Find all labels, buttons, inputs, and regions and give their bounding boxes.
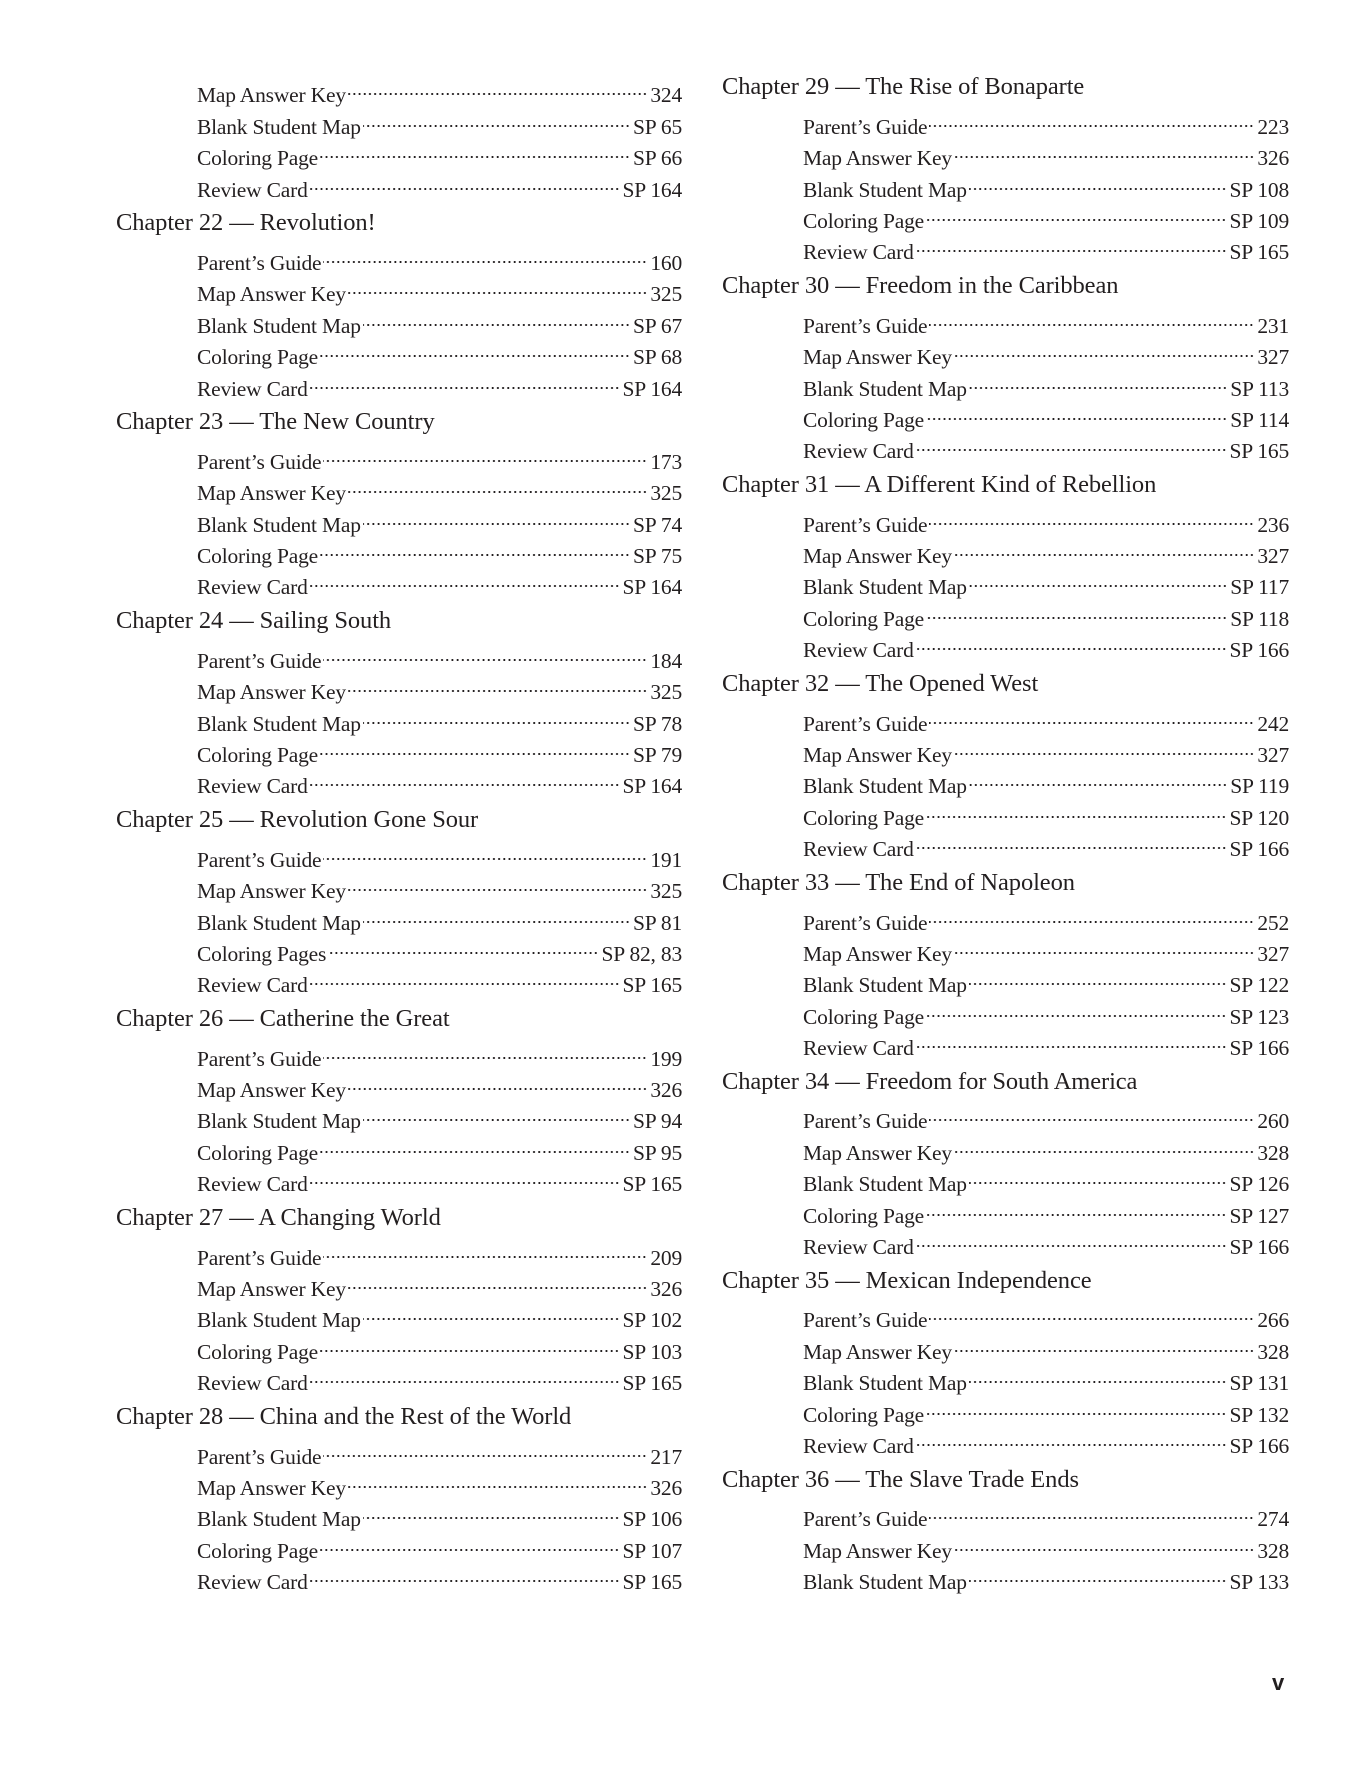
toc-entry-page: 328 — [1257, 1538, 1289, 1563]
toc-chapter — [116, 1202, 682, 1396]
dot-leader — [363, 500, 630, 531]
chapter-heading: Chapter 25 — Revolution Gone Sour — [116, 805, 479, 833]
toc-entry-page: SP 120 — [1229, 805, 1289, 830]
toc-entry-label: Map Answer Key — [197, 1475, 346, 1500]
toc-entry-page: SP 113 — [1230, 376, 1289, 401]
dot-leader — [954, 1327, 1254, 1358]
dot-leader — [363, 1296, 620, 1327]
toc-chapter — [116, 1003, 682, 1197]
toc-chapter — [722, 867, 1289, 1061]
toc-entry-label: Blank Student Map — [803, 376, 967, 401]
chapter-heading: Chapter 22 — Revolution! — [116, 209, 376, 237]
toc-entry-list — [116, 239, 682, 401]
toc-entry-page: 199 — [650, 1046, 682, 1071]
toc-entry-page: SP 118 — [1230, 606, 1289, 631]
toc-entry — [197, 437, 682, 474]
toc-entry-label: Parent’s Guide — [197, 1046, 322, 1071]
toc-entry-page: SP 102 — [622, 1308, 682, 1333]
dot-leader — [310, 961, 620, 992]
toc-entry-label: Coloring Page — [803, 1004, 925, 1029]
dot-leader — [310, 1558, 620, 1589]
dot-leader — [954, 134, 1254, 165]
toc-entry-label: Map Answer Key — [803, 742, 952, 767]
dot-leader — [916, 825, 1227, 856]
dot-leader — [310, 165, 620, 196]
toc-entry-page: SP 109 — [1229, 208, 1289, 233]
toc-entry-label: Review Card — [197, 1172, 308, 1197]
toc-entry-page: 236 — [1257, 512, 1289, 537]
dot-leader — [348, 1066, 647, 1097]
toc-entry-label: Map Answer Key — [803, 1140, 952, 1165]
toc-entry-list — [116, 71, 682, 202]
dot-leader — [323, 636, 647, 667]
toc-entry-page: 160 — [650, 250, 682, 275]
toc-entry-page: 327 — [1257, 544, 1289, 569]
toc-entry-page: SP 106 — [622, 1507, 682, 1532]
toc-entry-label: Review Card — [197, 1371, 308, 1396]
dot-leader — [320, 333, 630, 364]
toc-entry-page: SP 103 — [622, 1339, 682, 1364]
toc-entry-label: Coloring Page — [197, 544, 319, 569]
toc-entry — [197, 636, 682, 673]
toc-entry-page: SP 95 — [633, 1140, 682, 1165]
toc-entry — [803, 500, 1289, 537]
dot-leader — [916, 626, 1227, 657]
toc-entry-label: Blank Student Map — [197, 1308, 361, 1333]
toc-chapter — [722, 270, 1289, 464]
toc-entry-page: 326 — [650, 1078, 682, 1103]
toc-entry-page: 325 — [650, 481, 682, 506]
dot-leader — [348, 668, 647, 699]
dot-leader — [969, 165, 1227, 196]
dot-leader — [954, 731, 1254, 762]
toc-entry-page: SP 166 — [1229, 1036, 1289, 1061]
toc-entry-label: Review Card — [803, 1036, 914, 1061]
toc-entry-label: Parent’s Guide — [197, 1444, 322, 1469]
toc-entry-page: SP 79 — [633, 742, 682, 767]
toc-entry-page: SP 166 — [1229, 837, 1289, 862]
dot-leader — [310, 1160, 620, 1191]
toc-entry-label: Review Card — [803, 1235, 914, 1260]
dot-leader — [323, 239, 647, 270]
toc-chapter — [116, 207, 682, 401]
dot-leader — [926, 1390, 1226, 1421]
toc-entry-page: SP 81 — [633, 910, 682, 935]
toc-entry-label: Map Answer Key — [803, 1538, 952, 1563]
dot-leader — [969, 1359, 1227, 1390]
dot-leader — [363, 1495, 620, 1526]
toc-entry — [803, 898, 1289, 935]
toc-entry-label: Map Answer Key — [197, 1277, 346, 1302]
toc-chapter — [116, 406, 682, 600]
chapter-heading: Chapter 34 — Freedom for South America — [722, 1067, 1138, 1095]
toc-entry — [197, 1233, 682, 1270]
toc-entry-list — [722, 1296, 1289, 1458]
dot-leader — [969, 961, 1227, 992]
dot-leader — [929, 102, 1254, 133]
toc-entry-page: SP 127 — [1229, 1203, 1289, 1228]
dot-leader — [310, 364, 620, 395]
toc-entry-page: SP 68 — [633, 345, 682, 370]
toc-entry — [197, 1034, 682, 1071]
dot-leader — [926, 992, 1226, 1023]
toc-entry-page: SP 165 — [622, 1570, 682, 1595]
toc-entry-page: SP 67 — [633, 313, 682, 338]
toc-entry-label: Map Answer Key — [803, 1339, 952, 1364]
toc-entry-label: Parent’s Guide — [803, 711, 928, 736]
toc-entry — [803, 1097, 1289, 1134]
toc-entry-page: 209 — [650, 1245, 682, 1270]
dot-leader — [969, 563, 1227, 594]
dot-leader — [348, 469, 647, 500]
toc-entry-list — [116, 437, 682, 600]
dot-leader — [929, 1296, 1254, 1327]
toc-entry-list — [722, 500, 1289, 663]
toc-entry-label: Map Answer Key — [197, 879, 346, 904]
toc-entry-label: Review Card — [197, 1570, 308, 1595]
dot-leader — [320, 1128, 630, 1159]
toc-entry-page: SP 164 — [622, 177, 682, 202]
toc-entry-label: Blank Student Map — [197, 313, 361, 338]
toc-entry-page: SP 108 — [1229, 177, 1289, 202]
toc-entry-list — [116, 636, 682, 799]
toc-entry-label: Parent’s Guide — [197, 250, 322, 275]
toc-entry-list — [116, 1432, 682, 1595]
dot-leader — [310, 563, 620, 594]
toc-entry-page: SP 132 — [1229, 1402, 1289, 1427]
toc-entry-page: 325 — [650, 282, 682, 307]
toc-entry-page: 274 — [1257, 1507, 1289, 1532]
toc-entry-page: SP 74 — [633, 512, 682, 537]
toc-entry-label: Blank Student Map — [803, 1172, 967, 1197]
toc-entry-page: SP 123 — [1229, 1004, 1289, 1029]
toc-entry-label: Review Card — [197, 177, 308, 202]
dot-leader — [323, 1034, 647, 1065]
toc-entry-label: Review Card — [803, 439, 914, 464]
toc-entry — [803, 699, 1289, 736]
dot-leader — [969, 364, 1227, 395]
toc-entry-label: Coloring Page — [197, 345, 319, 370]
chapter-heading: Chapter 29 — The Rise of Bonaparte — [722, 73, 1085, 100]
toc-entry-label: Map Answer Key — [197, 83, 346, 108]
dot-leader — [363, 1097, 630, 1128]
dot-leader — [320, 134, 630, 165]
dot-leader — [926, 594, 1227, 625]
toc-chapter — [722, 1066, 1289, 1260]
chapter-heading: Chapter 30 — Freedom in the Caribbean — [722, 271, 1119, 299]
dot-leader — [926, 197, 1226, 228]
toc-entry-page: 328 — [1257, 1339, 1289, 1364]
toc-entry-page: SP 166 — [1229, 1235, 1289, 1260]
toc-entry-page: SP 164 — [622, 376, 682, 401]
toc-entry-page: SP 94 — [633, 1109, 682, 1134]
toc-entry-list — [116, 1034, 682, 1197]
toc-entry — [803, 301, 1289, 338]
toc-entry-label: Coloring Page — [197, 742, 319, 767]
dot-leader — [954, 532, 1254, 563]
dot-leader — [348, 1265, 647, 1296]
toc-entry-page: 260 — [1257, 1109, 1289, 1134]
toc-entry — [197, 835, 682, 872]
dot-leader — [929, 500, 1254, 531]
toc-chapter — [116, 804, 682, 998]
toc-entry-label: Coloring Page — [803, 1402, 925, 1427]
dot-leader — [320, 532, 630, 563]
chapter-heading: Chapter 24 — Sailing South — [116, 607, 392, 635]
toc-continued-chapter — [116, 71, 682, 202]
dot-leader — [926, 396, 1227, 427]
toc-entry-page: 328 — [1257, 1140, 1289, 1165]
toc-entry-page: 326 — [650, 1475, 682, 1500]
dot-leader — [363, 102, 630, 133]
toc-left-column — [116, 71, 682, 1595]
toc-entry-label: Coloring Page — [197, 146, 319, 171]
toc-entry-label: Coloring Pages — [197, 941, 327, 966]
toc-entry-label: Coloring Page — [803, 606, 925, 631]
toc-entry-list — [722, 102, 1289, 265]
toc-entry-page: 327 — [1257, 345, 1289, 370]
toc-entry-page: SP 65 — [633, 114, 682, 139]
toc-entry-label: Parent’s Guide — [197, 1245, 322, 1270]
toc-entry-page: SP 165 — [622, 1371, 682, 1396]
toc-entry-label: Parent’s Guide — [803, 1308, 928, 1333]
dot-leader — [929, 301, 1254, 332]
toc-entry-page: SP 165 — [1229, 240, 1289, 265]
toc-entry-label: Blank Student Map — [197, 114, 361, 139]
toc-entry-page: SP 107 — [622, 1538, 682, 1563]
chapter-heading: Chapter 32 — The Opened West — [722, 669, 1039, 697]
dot-leader — [323, 1432, 647, 1463]
toc-entry-label: Blank Student Map — [803, 177, 967, 202]
toc-entry-page: SP 126 — [1229, 1172, 1289, 1197]
toc-chapter — [722, 71, 1289, 265]
toc-entry-page: 325 — [650, 879, 682, 904]
toc-entry-page: SP 122 — [1229, 973, 1289, 998]
dot-leader — [320, 731, 630, 762]
toc-entry-page: SP 131 — [1229, 1371, 1289, 1396]
toc-entry-page: 326 — [650, 1277, 682, 1302]
toc-entry-page: 326 — [1257, 146, 1289, 171]
toc-entry-label: Coloring Page — [803, 208, 925, 233]
dot-leader — [929, 1495, 1254, 1526]
toc-entry-page: 223 — [1257, 114, 1289, 139]
toc-entry-label: Map Answer Key — [197, 481, 346, 506]
toc-entry-list — [722, 301, 1289, 464]
toc-entry-list — [722, 1495, 1289, 1595]
toc-right-column — [722, 71, 1289, 1595]
dot-leader — [929, 898, 1254, 929]
toc-entry-page: SP 82, 83 — [601, 941, 682, 966]
dot-leader — [969, 762, 1227, 793]
dot-leader — [969, 1558, 1227, 1589]
toc-entry-label: Review Card — [803, 240, 914, 265]
toc-entry-page: SP 165 — [1229, 439, 1289, 464]
dot-leader — [348, 71, 647, 102]
toc-entry-list — [116, 1233, 682, 1396]
toc-entry-page: SP 75 — [633, 544, 682, 569]
toc-entry-label: Parent’s Guide — [803, 512, 928, 537]
toc-entry-label: Map Answer Key — [197, 680, 346, 705]
dot-leader — [929, 699, 1254, 730]
toc-entry-page: 184 — [650, 648, 682, 673]
chapter-heading: Chapter 35 — Mexican Independence — [722, 1266, 1092, 1294]
toc-entry-label: Coloring Page — [803, 1203, 925, 1228]
toc-entry-label: Blank Student Map — [803, 575, 967, 600]
toc-entry-page: 327 — [1257, 941, 1289, 966]
toc-entry-label: Parent’s Guide — [197, 847, 322, 872]
toc-entry-label: Review Card — [197, 575, 308, 600]
dot-leader — [916, 1422, 1227, 1453]
dot-leader — [310, 762, 620, 793]
dot-leader — [328, 930, 598, 961]
dot-leader — [363, 898, 630, 929]
toc-entry-label: Review Card — [197, 973, 308, 998]
toc-entry-label: Parent’s Guide — [803, 114, 928, 139]
toc-entry-label: Review Card — [803, 837, 914, 862]
toc-entry-page: SP 119 — [1230, 774, 1289, 799]
dot-leader — [929, 1097, 1254, 1128]
chapter-heading: Chapter 23 — The New Country — [116, 408, 435, 436]
toc-entry — [803, 102, 1289, 139]
dot-leader — [363, 301, 630, 332]
dot-leader — [320, 1327, 619, 1358]
toc-entry-label: Blank Student Map — [803, 973, 967, 998]
toc-entry-label: Map Answer Key — [197, 282, 346, 307]
toc-entry-label: Review Card — [803, 1433, 914, 1458]
dot-leader — [954, 1128, 1254, 1159]
chapter-heading: Chapter 33 — The End of Napoleon — [722, 868, 1075, 896]
toc-entry-page: 325 — [650, 680, 682, 705]
toc-entry-label: Blank Student Map — [803, 774, 967, 799]
toc-entry-label: Blank Student Map — [803, 1570, 967, 1595]
toc-entry-page: SP 164 — [622, 575, 682, 600]
toc-entry-page: SP 117 — [1230, 575, 1289, 600]
toc-entry-page: 217 — [650, 1444, 682, 1469]
toc-entry-label: Parent’s Guide — [803, 1507, 928, 1532]
toc-entry-page: 324 — [650, 83, 682, 108]
toc-entry-label: Parent’s Guide — [803, 910, 928, 935]
toc-entry-label: Blank Student Map — [197, 1507, 361, 1532]
toc-entry — [197, 1432, 682, 1469]
toc-entry-label: Parent’s Guide — [803, 313, 928, 338]
toc-entry-label: Coloring Page — [197, 1538, 319, 1563]
toc-entry-label: Blank Student Map — [197, 1109, 361, 1134]
toc-entry-page: 252 — [1257, 910, 1289, 935]
dot-leader — [954, 1526, 1254, 1557]
toc-entry-page: SP 114 — [1230, 407, 1289, 432]
toc-entry-label: Coloring Page — [197, 1339, 319, 1364]
dot-leader — [363, 699, 630, 730]
toc-entry — [803, 1296, 1289, 1333]
toc-entry-label: Blank Student Map — [803, 1371, 967, 1396]
toc-entry-page: 231 — [1257, 313, 1289, 338]
dot-leader — [310, 1359, 620, 1390]
toc-entry-page: 173 — [650, 449, 682, 474]
dot-leader — [323, 437, 647, 468]
toc-entry — [197, 71, 682, 108]
dot-leader — [323, 1233, 647, 1264]
toc-entry-page: SP 165 — [622, 973, 682, 998]
toc-entry-list — [722, 699, 1289, 862]
chapter-heading: Chapter 31 — A Different Kind of Rebellion — [722, 470, 1157, 498]
toc-entry-label: Coloring Page — [197, 1140, 319, 1165]
toc-entry-label: Parent’s Guide — [197, 449, 322, 474]
page-number: v — [1272, 1670, 1285, 1695]
dot-leader — [348, 867, 647, 898]
toc-entry-page: SP 165 — [622, 1172, 682, 1197]
dot-leader — [320, 1526, 619, 1557]
toc-entry-page: SP 66 — [633, 146, 682, 171]
toc-entry-page: SP 166 — [1229, 638, 1289, 663]
toc-chapter — [722, 668, 1289, 862]
toc-entry-label: Map Answer Key — [803, 345, 952, 370]
chapter-heading: Chapter 27 — A Changing World — [116, 1203, 441, 1231]
toc-entry-label: Review Card — [197, 376, 308, 401]
dot-leader — [954, 930, 1254, 961]
toc-entry-label: Blank Student Map — [197, 910, 361, 935]
dot-leader — [969, 1160, 1227, 1191]
toc-entry-page: SP 133 — [1229, 1570, 1289, 1595]
toc-chapter — [116, 605, 682, 799]
toc-entry-page: 191 — [650, 847, 682, 872]
toc-entry-label: Map Answer Key — [803, 941, 952, 966]
toc-entry-label: Coloring Page — [803, 805, 925, 830]
toc-entry-list — [722, 898, 1289, 1061]
toc-entry-label: Coloring Page — [803, 407, 925, 432]
toc-entry-label: Map Answer Key — [803, 146, 952, 171]
dot-leader — [926, 793, 1226, 824]
dot-leader — [916, 228, 1227, 259]
toc-chapter — [116, 1401, 682, 1595]
dot-leader — [926, 1191, 1226, 1222]
toc-entry-label: Map Answer Key — [803, 544, 952, 569]
toc-entry-label: Parent’s Guide — [803, 1109, 928, 1134]
toc-entry-label: Review Card — [803, 638, 914, 663]
chapter-heading: Chapter 26 — Catherine the Great — [116, 1004, 450, 1032]
toc-entry-label: Review Card — [197, 774, 308, 799]
toc-entry-page: SP 78 — [633, 711, 682, 736]
chapter-heading: Chapter 36 — The Slave Trade Ends — [722, 1465, 1079, 1493]
dot-leader — [348, 270, 647, 301]
dot-leader — [323, 835, 647, 866]
toc-chapter — [722, 1265, 1289, 1458]
toc-entry-page: 327 — [1257, 742, 1289, 767]
toc-entry-page: 242 — [1257, 711, 1289, 736]
toc-entry-label: Blank Student Map — [197, 711, 361, 736]
chapter-heading: Chapter 28 — China and the Rest of the World — [116, 1402, 572, 1430]
toc-entry-page: SP 166 — [1229, 1433, 1289, 1458]
toc-entry-page: 266 — [1257, 1308, 1289, 1333]
toc-entry-list — [722, 1097, 1289, 1260]
toc-entry-label: Parent’s Guide — [197, 648, 322, 673]
toc-entry-page: SP 164 — [622, 774, 682, 799]
toc-entry-label: Blank Student Map — [197, 512, 361, 537]
dot-leader — [954, 333, 1254, 364]
dot-leader — [348, 1464, 647, 1495]
toc-entry — [803, 1495, 1289, 1532]
dot-leader — [916, 1024, 1227, 1055]
toc-chapter — [722, 1464, 1289, 1595]
toc-chapter — [722, 469, 1289, 663]
toc-entry-label: Map Answer Key — [197, 1078, 346, 1103]
toc-entry — [197, 239, 682, 275]
dot-leader — [916, 427, 1227, 458]
toc-entry-list — [116, 835, 682, 998]
dot-leader — [916, 1223, 1227, 1254]
